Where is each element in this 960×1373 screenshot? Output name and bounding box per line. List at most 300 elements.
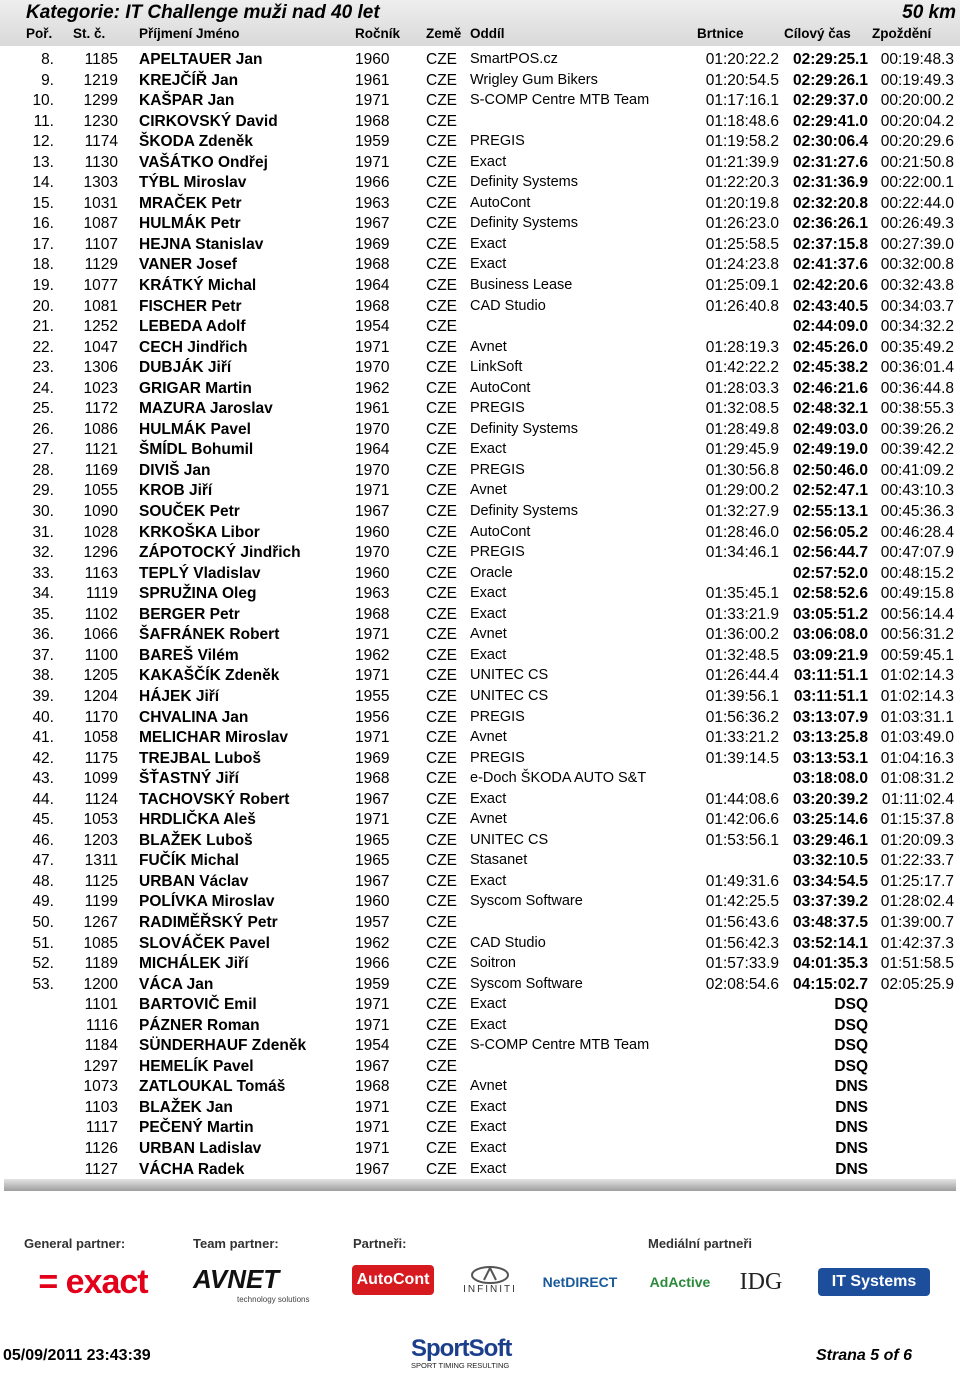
partners-label: Partneři: [353, 1236, 407, 1251]
club-cell: Definity Systems [470, 215, 578, 232]
name-cell: KAŠPAR Jan [139, 92, 235, 110]
country-cell: CZE [426, 112, 457, 130]
bib-cell: 1124 [84, 790, 118, 808]
finish-time-cell: 02:52:47.1 [793, 482, 868, 500]
bib-cell: 1031 [83, 194, 118, 212]
table-row [0, 317, 960, 338]
gap-cell: 00:45:36.3 [880, 503, 954, 521]
split-time-cell: 01:42:25.5 [705, 893, 779, 911]
name-cell: URBAN Ladislav [139, 1139, 262, 1157]
finish-time-cell: 02:58:52.6 [793, 585, 868, 603]
table-row [0, 379, 960, 400]
rank-cell: 24. [32, 379, 54, 397]
col-country: Země [426, 26, 462, 41]
bib-cell: 1297 [83, 1057, 118, 1075]
adactive-logo: AdActive [649, 1274, 711, 1290]
club-cell: Exact [470, 996, 507, 1013]
name-cell: KRKOŠKA Libor [139, 523, 260, 541]
country-cell: CZE [426, 934, 457, 952]
finish-time-cell: 02:56:05.2 [793, 523, 868, 541]
gap-cell: 00:56:31.2 [880, 626, 954, 644]
bib-cell: 1117 [85, 1119, 118, 1137]
bib-cell: 1058 [83, 729, 118, 747]
bib-cell: 1081 [83, 297, 118, 315]
rank-cell: 30. [32, 503, 54, 521]
table-row [0, 71, 960, 92]
rank-cell: 23. [32, 359, 54, 377]
name-cell: KRÁTKÝ Michal [139, 277, 257, 295]
bib-cell: 1204 [83, 687, 118, 705]
year-cell: 1971 [355, 811, 390, 829]
rank-cell: 13. [32, 153, 54, 171]
split-time-cell: 01:18:48.6 [705, 112, 779, 130]
finish-time-cell: DSQ [834, 1037, 868, 1055]
rank-cell: 42. [32, 749, 54, 767]
col-name: Příjmení Jméno [139, 26, 240, 41]
country-cell: CZE [426, 1098, 457, 1116]
name-cell: TEPLÝ Vladislav [139, 564, 261, 582]
year-cell: 1960 [355, 893, 390, 911]
table-row [0, 708, 960, 729]
bib-cell: 1311 [84, 852, 118, 870]
year-cell: 1969 [355, 235, 390, 253]
table-row [0, 728, 960, 749]
country-cell: CZE [426, 1139, 457, 1157]
name-cell: SOUČEK Petr [139, 503, 240, 521]
year-cell: 1954 [355, 1037, 390, 1055]
finish-time-cell: DNS [835, 1078, 868, 1096]
gap-cell: 01:03:49.0 [880, 729, 954, 747]
bib-cell: 1205 [83, 667, 118, 685]
bib-cell: 1169 [84, 461, 118, 479]
country-cell: CZE [426, 605, 457, 623]
gap-cell: 01:11:02.4 [881, 790, 954, 808]
bib-cell: 1028 [83, 523, 118, 541]
table-row [0, 666, 960, 687]
country-cell: CZE [426, 338, 457, 356]
table-row [0, 297, 960, 318]
name-cell: MELICHAR Miroslav [139, 729, 288, 747]
finish-time-cell: 03:32:10.5 [793, 852, 868, 870]
split-time-cell: 01:33:21.2 [705, 729, 779, 747]
rank-cell: 9. [41, 71, 54, 89]
club-cell: Exact [470, 256, 507, 273]
table-row [0, 1036, 960, 1057]
sportsoft-logo [411, 1337, 548, 1371]
bib-cell: 1185 [84, 51, 118, 68]
name-cell: LEBEDA Adolf [139, 318, 246, 336]
country-cell: CZE [426, 1160, 457, 1178]
year-cell: 1955 [355, 687, 390, 705]
split-time-cell: 01:56:36.2 [705, 708, 779, 726]
table-row [0, 975, 960, 996]
rank-cell: 18. [32, 256, 54, 274]
distance-label: 50 km [902, 2, 956, 23]
country-cell: CZE [426, 482, 457, 500]
club-cell: Avnet [470, 482, 507, 499]
avnet-logo-text: AVNET [193, 1264, 280, 1294]
club-cell: Avnet [470, 626, 507, 643]
category-title: Kategorie: IT Challenge muži nad 40 let [26, 2, 380, 23]
rank-cell: 31. [32, 523, 54, 541]
club-cell: Stasanet [470, 852, 528, 869]
bib-cell: 1087 [83, 215, 118, 233]
name-cell: RADIMĚŘSKÝ Petr [139, 913, 278, 931]
name-cell: CECH Jindřich [139, 338, 248, 356]
col-year: Ročník [355, 26, 401, 41]
club-cell: Syscom Software [470, 893, 583, 910]
bib-cell: 1086 [83, 420, 118, 438]
year-cell: 1970 [355, 461, 390, 479]
name-cell: SÜNDERHAUF Zdeněk [139, 1037, 307, 1055]
split-time-cell: 01:26:44.4 [705, 667, 779, 685]
year-cell: 1968 [355, 256, 390, 274]
year-cell: 1968 [355, 605, 390, 623]
table-row [0, 461, 960, 482]
finish-time-cell: 02:49:03.0 [793, 420, 868, 438]
club-cell: Exact [470, 605, 507, 622]
table-row [0, 1098, 960, 1119]
split-time-cell: 01:42:06.6 [705, 811, 779, 829]
club-cell: Exact [470, 1098, 507, 1115]
gap-cell: 02:05:25.9 [880, 975, 954, 993]
bib-cell: 1023 [83, 379, 118, 397]
table-row [0, 91, 960, 112]
itsystems-logo: IT Systems [818, 1268, 930, 1296]
bib-cell: 1047 [83, 338, 118, 356]
split-time-cell: 01:35:45.1 [705, 585, 779, 603]
country-cell: CZE [426, 71, 457, 89]
rank-cell: 34. [32, 585, 54, 603]
year-cell: 1965 [355, 852, 390, 870]
split-time-cell: 01:42:22.2 [705, 359, 779, 377]
table-row [0, 399, 960, 420]
rank-cell: 11. [33, 112, 54, 130]
year-cell: 1971 [355, 92, 390, 110]
bib-cell: 1203 [83, 831, 118, 849]
name-cell: CHVALINA Jan [139, 708, 249, 726]
infiniti-logo [455, 1260, 525, 1300]
gap-cell: 00:20:29.6 [880, 133, 954, 151]
bib-cell: 1085 [83, 934, 118, 952]
table-row [0, 605, 960, 626]
gap-cell: 00:35:49.2 [880, 338, 954, 356]
club-cell: Business Lease [470, 277, 573, 294]
country-cell: CZE [426, 277, 457, 295]
split-time-cell: 01:39:56.1 [705, 687, 779, 705]
idg-logo: IDG [739, 1268, 783, 1295]
year-cell: 1962 [355, 934, 390, 952]
name-cell: HULMÁK Pavel [139, 420, 251, 438]
name-cell: BARTOVIČ Emil [139, 996, 257, 1014]
split-time-cell: 01:36:00.2 [705, 626, 779, 644]
finish-time-cell: DNS [835, 1098, 868, 1116]
country-cell: CZE [426, 441, 457, 459]
country-cell: CZE [426, 420, 457, 438]
country-cell: CZE [426, 215, 457, 233]
year-cell: 1959 [355, 975, 390, 993]
name-cell: POLÍVKA Miroslav [139, 893, 275, 911]
country-cell: CZE [426, 153, 457, 171]
table-row [0, 440, 960, 461]
year-cell: 1971 [355, 1016, 390, 1034]
club-cell: AutoCont [470, 379, 531, 396]
country-cell: CZE [426, 1037, 457, 1055]
country-cell: CZE [426, 256, 457, 274]
club-cell: Exact [470, 1160, 507, 1177]
finish-time-cell: 02:31:36.9 [793, 174, 868, 192]
name-cell: URBAN Václav [139, 872, 249, 890]
country-cell: CZE [426, 913, 457, 931]
finish-time-cell: DNS [835, 1119, 868, 1137]
name-cell: BLAŽEK Jan [139, 1098, 233, 1116]
club-cell: Exact [470, 1016, 507, 1033]
table-row [0, 687, 960, 708]
name-cell: FUČÍK Michal [139, 852, 239, 870]
finish-time-cell: 03:11:51.1 [793, 687, 868, 705]
finish-time-cell: 02:42:20.6 [793, 277, 868, 295]
gap-cell: 01:39:00.7 [880, 913, 954, 931]
split-time-cell: 01:33:21.9 [705, 605, 779, 623]
bib-cell: 1175 [84, 749, 118, 767]
sportsoft-logo-sub: SPORT TIMING RESULTING [411, 1361, 510, 1370]
club-cell: e-Doch ŠKODA AUTO S&T [470, 770, 647, 787]
col-bib: St. č. [73, 26, 106, 41]
year-cell: 1968 [355, 112, 390, 130]
finish-time-cell: 03:34:54.5 [793, 872, 868, 890]
finish-time-cell: 02:57:52.0 [793, 564, 868, 582]
name-cell: TÝBL Miroslav [139, 174, 247, 192]
year-cell: 1960 [355, 564, 390, 582]
bib-cell: 1306 [83, 359, 118, 377]
year-cell: 1971 [355, 1098, 390, 1116]
rank-cell: 14. [32, 174, 54, 192]
gap-cell: 01:04:16.3 [880, 749, 954, 767]
col-club: Oddíl [470, 26, 505, 41]
bib-cell: 1230 [83, 112, 118, 130]
rank-cell: 41. [32, 729, 54, 747]
club-cell: Wrigley Gum Bikers [470, 71, 598, 88]
table-row [0, 112, 960, 133]
gap-cell: 00:39:26.2 [880, 420, 954, 438]
year-cell: 1956 [355, 708, 390, 726]
bib-cell: 1053 [83, 811, 118, 829]
club-cell: CAD Studio [470, 934, 546, 951]
finish-time-cell: DNS [835, 1160, 868, 1178]
gap-cell: 00:49:15.8 [880, 585, 954, 603]
table-row [0, 851, 960, 872]
split-time-cell: 01:24:23.8 [705, 256, 779, 274]
bib-cell: 1219 [83, 71, 118, 89]
table-row [0, 810, 960, 831]
name-cell: GRIGAR Martin [139, 379, 252, 397]
bib-cell: 1099 [83, 770, 118, 788]
country-cell: CZE [426, 359, 457, 377]
country-cell: CZE [426, 1016, 457, 1034]
year-cell: 1971 [355, 626, 390, 644]
finish-time-cell: 02:29:37.0 [793, 92, 868, 110]
name-cell: HULMÁK Petr [139, 215, 241, 233]
table-row [0, 995, 960, 1016]
gap-cell: 00:22:00.1 [880, 174, 954, 192]
bib-cell: 1299 [83, 92, 118, 110]
bib-cell: 1102 [84, 605, 118, 623]
bib-cell: 1100 [84, 646, 118, 664]
table-row [0, 646, 960, 667]
split-time-cell: 01:28:46.0 [705, 523, 779, 541]
table-row [0, 481, 960, 502]
year-cell: 1971 [355, 153, 390, 171]
gap-cell: 00:32:00.8 [880, 256, 954, 274]
club-cell: UNITEC CS [470, 831, 549, 848]
year-cell: 1970 [355, 359, 390, 377]
table-row [0, 1160, 960, 1181]
country-cell: CZE [426, 667, 457, 685]
bib-cell: 1055 [83, 482, 118, 500]
club-cell: Exact [470, 1119, 507, 1136]
club-cell: S-COMP Centre MTB Team [470, 92, 650, 109]
finish-time-cell: 03:52:14.1 [793, 934, 868, 952]
country-cell: CZE [426, 194, 457, 212]
finish-time-cell: 02:55:13.1 [793, 503, 868, 521]
country-cell: CZE [426, 174, 457, 192]
rank-cell: 50. [32, 913, 54, 931]
year-cell: 1960 [355, 523, 390, 541]
year-cell: 1957 [355, 913, 390, 931]
year-cell: 1970 [355, 544, 390, 562]
split-time-cell: 01:25:58.5 [705, 235, 779, 253]
table-row [0, 276, 960, 297]
gap-cell: 01:08:31.2 [880, 770, 954, 788]
table-row [0, 769, 960, 790]
bib-cell: 1090 [83, 503, 118, 521]
country-cell: CZE [426, 585, 457, 603]
netdirect-logo: NetDIRECT [542, 1274, 618, 1290]
bib-cell: 1126 [84, 1139, 118, 1157]
bib-cell: 1119 [85, 585, 118, 603]
split-time-cell: 01:29:00.2 [705, 482, 779, 500]
name-cell: ZATLOUKAL Tomáš [139, 1078, 286, 1096]
club-cell: Avnet [470, 729, 507, 746]
finish-time-cell: 02:31:27.6 [793, 153, 868, 171]
year-cell: 1968 [355, 1078, 390, 1096]
rank-cell: 20. [32, 297, 54, 315]
finish-time-cell: 03:18:08.0 [793, 770, 868, 788]
gap-cell: 00:34:32.2 [880, 318, 954, 336]
split-time-cell: 01:53:56.1 [705, 831, 779, 849]
bib-cell: 1296 [83, 544, 118, 562]
table-row [0, 749, 960, 770]
club-cell: Exact [470, 235, 507, 252]
split-time-cell: 01:28:49.8 [705, 420, 779, 438]
avnet-logo [193, 1262, 313, 1306]
country-cell: CZE [426, 461, 457, 479]
finish-time-cell: 03:13:53.1 [793, 749, 868, 767]
split-time-cell: 01:32:08.5 [705, 400, 779, 418]
club-cell: S-COMP Centre MTB Team [470, 1037, 650, 1054]
split-time-cell: 01:19:58.2 [705, 133, 779, 151]
year-cell: 1971 [355, 729, 390, 747]
finish-time-cell: 02:49:19.0 [793, 441, 868, 459]
year-cell: 1968 [355, 770, 390, 788]
name-cell: ZÁPOTOCKÝ Jindřich [139, 544, 301, 562]
country-cell: CZE [426, 523, 457, 541]
results-header [0, 0, 960, 46]
infiniti-logo-text: INFINITI [463, 1283, 517, 1295]
table-row [0, 153, 960, 174]
rank-cell: 36. [32, 626, 54, 644]
gap-cell: 01:02:14.3 [880, 667, 954, 685]
gap-cell: 01:42:37.3 [880, 934, 954, 952]
split-time-cell: 01:25:09.1 [705, 277, 779, 295]
country-cell: CZE [426, 893, 457, 911]
gap-cell: 00:36:44.8 [880, 379, 954, 397]
table-row [0, 564, 960, 585]
finish-time-cell: 03:48:37.5 [793, 913, 868, 931]
finish-time-cell: DNS [835, 1139, 868, 1157]
col-finish: Cílový čas [784, 26, 851, 41]
year-cell: 1967 [355, 872, 390, 890]
rank-cell: 38. [32, 667, 54, 685]
country-cell: CZE [426, 379, 457, 397]
table-row [0, 338, 960, 359]
table-row [0, 954, 960, 975]
bib-cell: 1172 [84, 400, 118, 418]
bib-cell: 1170 [84, 708, 118, 726]
name-cell: PEČENÝ Martin [139, 1119, 254, 1137]
finish-time-cell: DSQ [834, 996, 868, 1014]
gap-cell: 00:22:44.0 [880, 194, 954, 212]
finish-time-cell: 03:11:51.1 [793, 667, 868, 685]
bib-cell: 1107 [84, 235, 118, 253]
country-cell: CZE [426, 564, 457, 582]
year-cell: 1971 [355, 482, 390, 500]
rank-cell: 49. [32, 893, 54, 911]
club-cell: PREGIS [470, 461, 525, 478]
bib-cell: 1066 [83, 626, 118, 644]
gap-cell: 01:25:17.7 [880, 872, 954, 890]
exact-logo: = exact [38, 1262, 148, 1301]
gap-cell: 00:47:07.9 [880, 544, 954, 562]
col-rank: Poř. [26, 26, 53, 41]
name-cell: BERGER Petr [139, 605, 240, 623]
club-cell: Exact [470, 872, 507, 889]
table-row [0, 543, 960, 564]
finish-time-cell: 02:46:21.6 [793, 379, 868, 397]
split-time-cell: 01:28:19.3 [705, 338, 779, 356]
name-cell: CIRKOVSKÝ David [139, 112, 278, 130]
year-cell: 1961 [355, 400, 390, 418]
year-cell: 1967 [355, 215, 390, 233]
gap-cell: 01:51:58.5 [880, 955, 954, 973]
club-cell: AutoCont [470, 194, 531, 211]
rank-cell: 39. [32, 687, 54, 705]
table-row [0, 1118, 960, 1139]
club-cell: Avnet [470, 338, 507, 355]
split-time-cell: 01:56:42.3 [705, 934, 779, 952]
finish-time-cell: 02:41:37.6 [793, 256, 868, 274]
year-cell: 1960 [355, 51, 390, 68]
table-row [0, 235, 960, 256]
gap-cell: 01:28:02.4 [880, 893, 954, 911]
name-cell: SPRUŽINA Oleg [139, 585, 257, 603]
bib-cell: 1101 [84, 996, 118, 1014]
rank-cell: 37. [32, 646, 54, 664]
year-cell: 1971 [355, 1139, 390, 1157]
rank-cell: 33. [32, 564, 54, 582]
gap-cell: 00:32:43.8 [880, 277, 954, 295]
name-cell: DIVIŠ Jan [139, 461, 211, 479]
